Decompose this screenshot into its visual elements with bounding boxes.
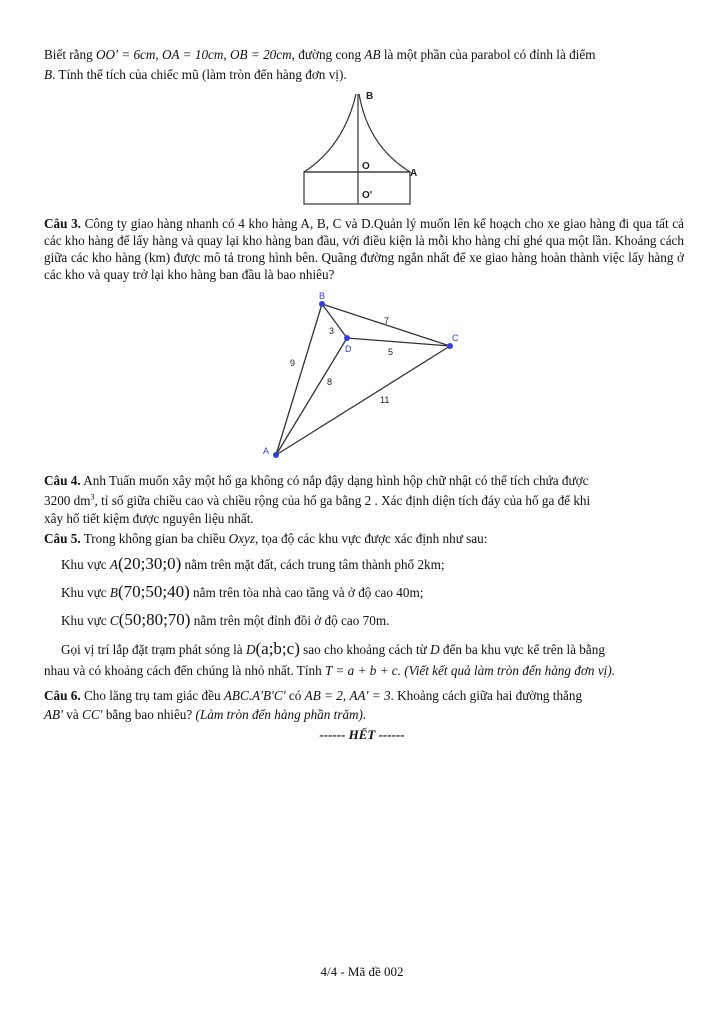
vertex-label-a: A <box>263 446 270 456</box>
q5-formula: T = a + b + c <box>325 663 398 678</box>
vertex-label-b: B <box>319 291 326 301</box>
q2-oa: OA = 10cm <box>162 47 224 62</box>
q2-line2: B. Tính thể tích của chiếc mũ (làm tròn đến hàng đơn vị). <box>44 67 347 82</box>
hat-label-b: B <box>366 91 374 102</box>
q3-text: Công ty giao hàng nhanh có 4 kho hàng A, B, C và D.Quản lý muốn lên kế hoạch cho xe giao hàng đi qua tất cả các kho hàng để lấy hàng và quay lại kho hàng ban đầu, với điều kiện là mỗi kho hàng chỉ ghé qua một lần. Khoảng cách giữa các kho hàng (km) được mô tả trong hình bên. Quãng đường ngắn nhất để xe giao hàng hoàn thành việc lấy hàng ở các kho và quay trở lại kho hàng ban đầu là bao nhiêu? <box>44 216 685 282</box>
question-4: Câu 4. Anh Tuấn muốn xây một hố ga không có nắp đậy dạng hình hộp chữ nhật có thể tích chứa được 3200 $dm^3$, tỉ số giữa chiều cao và chiều rộng của hố ga bằng 2 . Xác định diện tích đáy của hố ga để khi xây hố tiết kiệm được nguyên liệu nhất. <box>44 473 591 526</box>
zone-c-line: Khu vực C(50;80;70) nằm trên một đỉnh đồi ở độ cao 70m. <box>61 610 390 629</box>
edge-label-dc: 5 <box>388 347 394 357</box>
q2-oo: OO′ = 6cm <box>96 47 156 62</box>
zone-b-line: Khu vực B(70;50;40) nằm trên tòa nhà cao tầng và ở độ cao 40m; <box>61 582 424 601</box>
q6-heading: Câu 6. <box>44 688 81 703</box>
q5-question: Gọi vị trí lắp đặt trạm phát sóng là D(a;b;c) sao cho khoảng cách từ D đến ba khu vực kể trên là bằng nhau và có khoảng cách đến chúng là nhỏ nhất. Tính T = a + b + c. (Viết kết quả làm tròn đến hàng đơn vị). <box>44 639 616 678</box>
edge-label-ac: 11 <box>380 395 390 405</box>
question-3 <box>44 215 684 283</box>
page-footer: 4/4 - Mã đề 002 <box>320 964 404 979</box>
q2-tail <box>44 46 684 83</box>
end-marker: ------ HẾT ------ <box>319 727 405 742</box>
zone-a-line: Khu vực A(20;30;0) nằm trên mặt đất, cách trung tâm thành phố 2km; <box>61 554 445 573</box>
vertex-label-d: D <box>345 344 352 354</box>
edge-label-ad: 8 <box>327 377 333 387</box>
q4-ratio: 2 <box>364 493 372 508</box>
q4-volume: 3200 <box>44 493 71 508</box>
vertex-c <box>447 343 453 349</box>
q5-heading: Câu 5. <box>44 531 81 546</box>
vertex-a <box>273 452 279 458</box>
zone-c-coord: (50;80;70) <box>118 610 191 629</box>
edge-ab <box>276 304 322 455</box>
vertex-b <box>319 301 325 307</box>
edge-dc <box>347 338 450 346</box>
question-6: Câu 6. Cho lăng trụ tam giác đều ABC.A′B′C′ có AB = 2, AA′ = 3. Khoảng cách giữa hai đường thẳng AB′ và CC′ bằng bao nhiêu? (Làm tròn đến hàng phần trăm). <box>44 688 583 722</box>
edge-ad <box>276 338 347 455</box>
vertex-d <box>344 335 350 341</box>
vertex-label-c: C <box>452 333 459 343</box>
hat-label-a: A <box>410 168 418 179</box>
warehouse-graph <box>260 290 470 465</box>
q2-ob: OB = 20cm <box>230 47 292 62</box>
edge-label-bd: 3 <box>329 326 335 336</box>
edge-label-ab: 9 <box>290 358 296 368</box>
q4-unit: $dm^3$ <box>73 492 95 508</box>
question-5: Câu 5. Trong không gian ba chiều Oxyz, tọa độ các khu vực được xác định như sau: <box>44 531 488 546</box>
edge-label-bc: 7 <box>384 316 390 326</box>
edge-bd <box>322 304 347 338</box>
q3-heading: Câu 3. <box>44 216 81 231</box>
d-coord: (a;b;c) <box>255 639 300 658</box>
q2-line1: Biết rằng OO′ = 6cm, OA = 10cm, OB = 20cm, đường cong AB là một phần của parabol có đỉnh là điểm <box>44 47 596 62</box>
zone-b-coord: (70;50;40) <box>117 582 190 601</box>
edge-ac <box>276 346 450 455</box>
q4-heading: Câu 4. <box>44 473 81 488</box>
hat-left-curve <box>304 94 356 172</box>
zone-a-coord: (20;30;0) <box>117 554 182 573</box>
hat-figure <box>288 86 428 208</box>
hat-label-o: O <box>362 161 370 172</box>
hat-label-o2: O' <box>362 190 373 201</box>
hat-base-rect <box>304 172 410 204</box>
